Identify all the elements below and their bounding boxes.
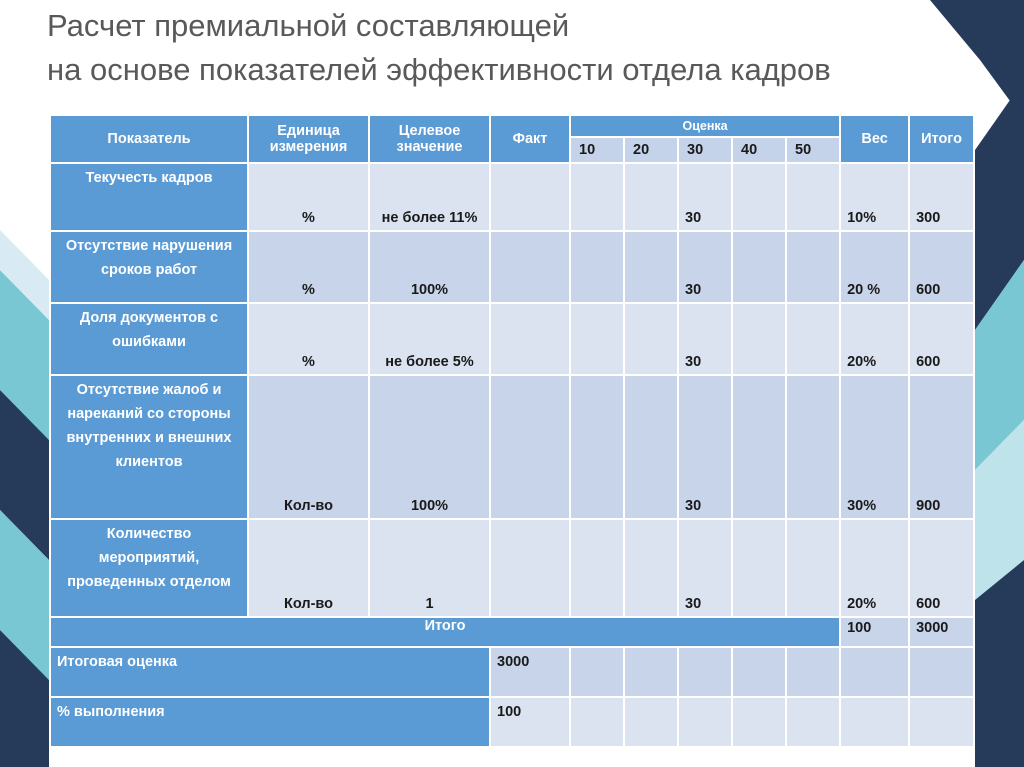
row-score-40: [732, 519, 786, 617]
row-score-50: [786, 519, 840, 617]
row-target: не более 11%: [369, 163, 490, 231]
row-score-50: [786, 163, 840, 231]
total-row: [50, 617, 974, 647]
row-unit: %: [248, 163, 369, 231]
empty-cell: [786, 697, 840, 747]
row-indicator-name: Отсутствие жалоб и нареканий со стороны внутренних и внешних клиентов: [50, 375, 248, 519]
header-score: Оценка: [570, 115, 840, 137]
row-score-10: [570, 375, 624, 519]
row-target: 100%: [369, 231, 490, 303]
scale-40: 40: [732, 137, 786, 163]
scale-20: 20: [624, 137, 678, 163]
row-unit: Кол-во: [248, 375, 369, 519]
header-unit: Единица измерения: [248, 115, 369, 163]
header-fact: Факт: [490, 115, 570, 163]
row-score-40: [732, 375, 786, 519]
header-result: Итого: [909, 115, 974, 163]
kpi-bonus-table: [49, 114, 975, 748]
scale-30: 30: [678, 137, 732, 163]
row-total: 600: [909, 303, 974, 375]
row-target: 100%: [369, 375, 490, 519]
row-weight: 20%: [840, 303, 909, 375]
row-weight: 20%: [840, 519, 909, 617]
row-score-50: [786, 231, 840, 303]
header-target: Целевое значение: [369, 115, 490, 163]
empty-cell: [840, 697, 909, 747]
final-score-value: 3000: [490, 647, 570, 697]
row-score-50: [786, 375, 840, 519]
empty-cell: [909, 697, 974, 747]
row-target: не более 5%: [369, 303, 490, 375]
row-unit: %: [248, 303, 369, 375]
row-score-30: 30: [678, 163, 732, 231]
table-row: [50, 231, 974, 303]
scale-50: 50: [786, 137, 840, 163]
completion-value: 100: [490, 697, 570, 747]
row-indicator-name: Текучесть кадров: [50, 163, 248, 231]
completion-label: % выполнения: [50, 697, 490, 747]
empty-cell: [786, 647, 840, 697]
row-indicator-name: Количество мероприятий, проведенных отделом: [50, 519, 248, 617]
row-fact: [490, 303, 570, 375]
row-score-40: [732, 231, 786, 303]
slide-title: [47, 4, 967, 92]
title-line-2: на основе показателей эффективности отдела кадров: [47, 52, 831, 87]
row-total: 300: [909, 163, 974, 231]
row-score-20: [624, 303, 678, 375]
table-row: [50, 163, 974, 231]
completion-row: [50, 697, 974, 747]
table-row: [50, 519, 974, 617]
total-value: 3000: [909, 617, 974, 647]
row-weight: 20 %: [840, 231, 909, 303]
row-total: 600: [909, 519, 974, 617]
row-score-10: [570, 163, 624, 231]
empty-cell: [732, 647, 786, 697]
final-score-label: Итоговая оценка: [50, 647, 490, 697]
row-score-10: [570, 519, 624, 617]
row-score-50: [786, 303, 840, 375]
row-score-20: [624, 163, 678, 231]
empty-cell: [678, 647, 732, 697]
row-indicator-name: Доля документов с ошибками: [50, 303, 248, 375]
row-fact: [490, 163, 570, 231]
row-fact: [490, 231, 570, 303]
table-row: [50, 375, 974, 519]
row-score-20: [624, 519, 678, 617]
title-line-1: Расчет премиальной составляющей: [47, 8, 570, 43]
row-score-10: [570, 303, 624, 375]
row-fact: [490, 519, 570, 617]
header-indicator: Показатель: [50, 115, 248, 163]
row-total: 900: [909, 375, 974, 519]
row-score-20: [624, 375, 678, 519]
row-unit: %: [248, 231, 369, 303]
row-indicator-name: Отсутствие нарушения сроков работ: [50, 231, 248, 303]
row-score-30: 30: [678, 375, 732, 519]
row-score-30: 30: [678, 519, 732, 617]
header-weight: Вес: [840, 115, 909, 163]
empty-cell: [732, 697, 786, 747]
total-label: Итого: [50, 617, 840, 647]
final-score-row: [50, 647, 974, 697]
empty-cell: [678, 697, 732, 747]
table-row: [50, 303, 974, 375]
empty-cell: [570, 647, 624, 697]
row-score-10: [570, 231, 624, 303]
row-target: 1: [369, 519, 490, 617]
empty-cell: [840, 647, 909, 697]
header-row-top: [50, 115, 974, 137]
scale-10: 10: [570, 137, 624, 163]
row-fact: [490, 375, 570, 519]
row-score-30: 30: [678, 303, 732, 375]
total-weight: 100: [840, 617, 909, 647]
row-score-40: [732, 163, 786, 231]
empty-cell: [624, 697, 678, 747]
row-weight: 10%: [840, 163, 909, 231]
empty-cell: [909, 647, 974, 697]
empty-cell: [570, 697, 624, 747]
row-total: 600: [909, 231, 974, 303]
row-unit: Кол-во: [248, 519, 369, 617]
row-weight: 30%: [840, 375, 909, 519]
row-score-30: 30: [678, 231, 732, 303]
row-score-40: [732, 303, 786, 375]
empty-cell: [624, 647, 678, 697]
row-score-20: [624, 231, 678, 303]
